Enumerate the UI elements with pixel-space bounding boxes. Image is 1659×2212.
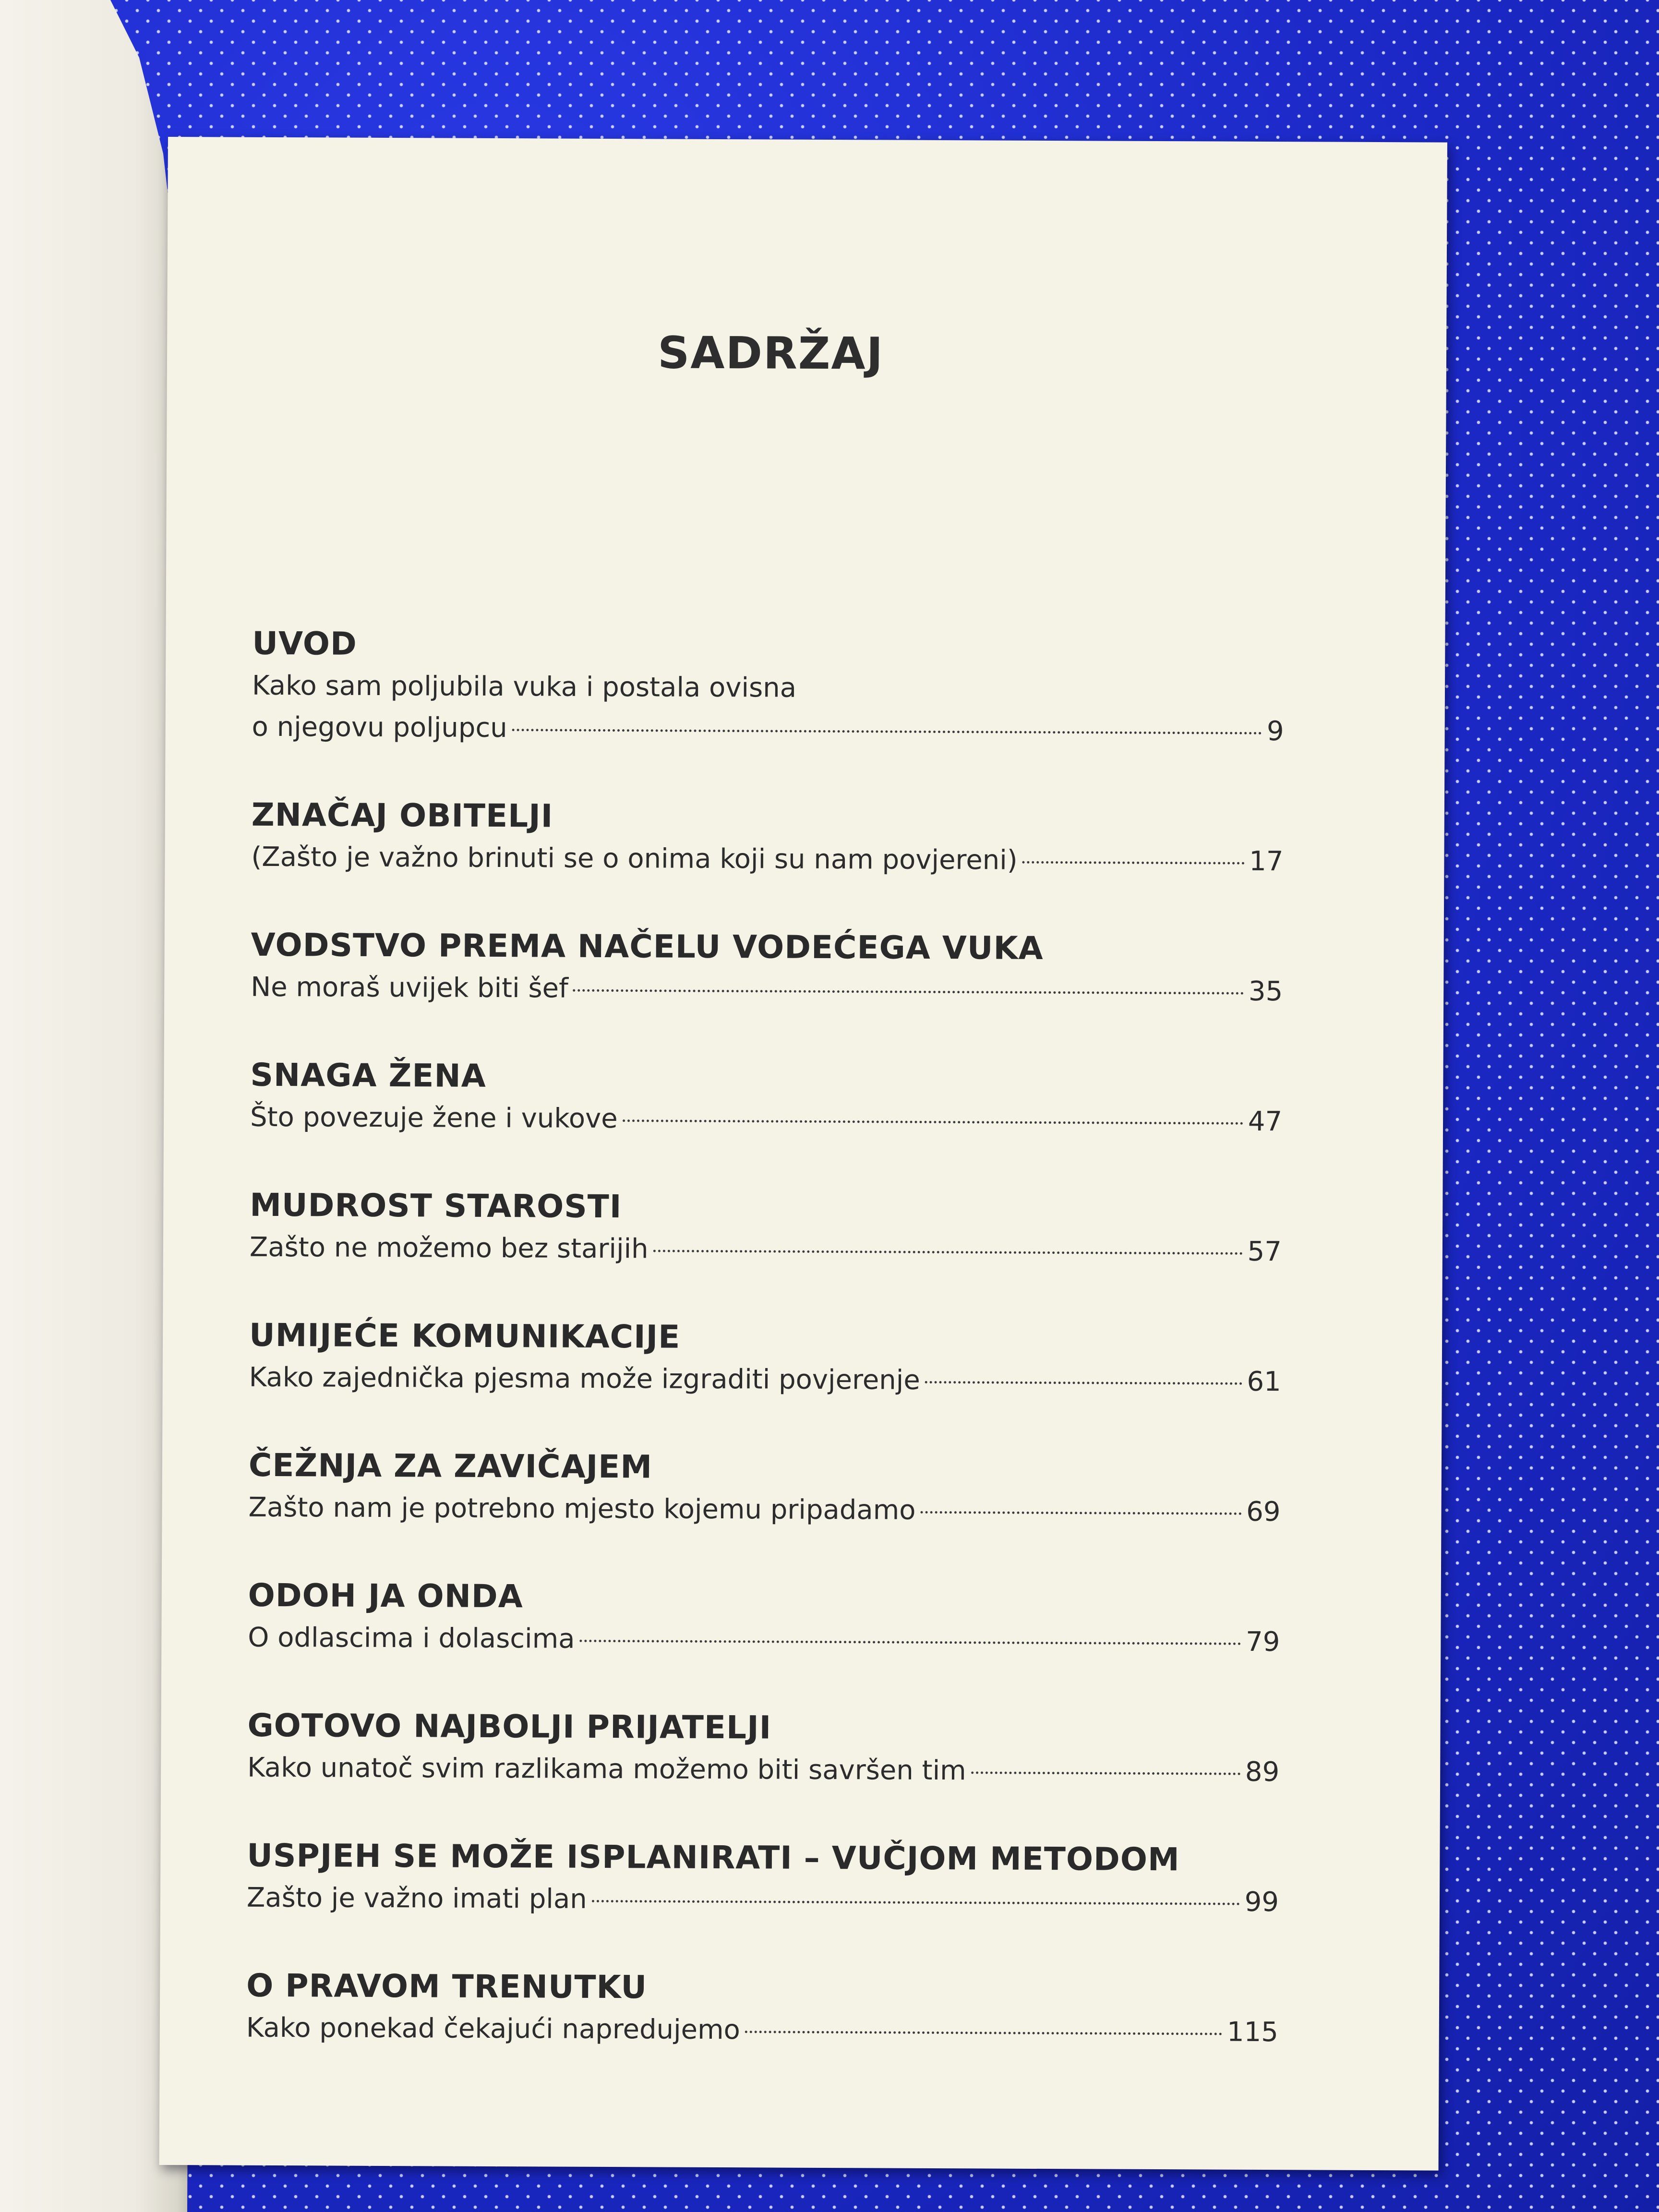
toc-page-number: 57	[1247, 1236, 1282, 1268]
toc-entry-znacaj-obitelji	[251, 793, 1284, 882]
toc-row	[250, 1227, 1282, 1273]
toc-page-number: 89	[1245, 1756, 1280, 1788]
toc-heading: O PRAVOM TRENUTKU	[246, 1967, 648, 2006]
toc-page-number: 47	[1248, 1106, 1283, 1138]
toc-page-number: 69	[1246, 1496, 1281, 1528]
toc-heading: UVOD	[252, 625, 357, 662]
toc-row	[252, 707, 1284, 752]
toc-page-number: 115	[1226, 2016, 1278, 2048]
toc-description: o njegovu poljupcu	[252, 711, 507, 744]
toc-description: Zašto ne možemo bez starijih	[249, 1231, 649, 1265]
toc-entry-o-pravom-trenutku	[246, 1964, 1279, 2053]
toc-row	[246, 2008, 1278, 2053]
toc-description: O odlascima i dolascima	[248, 1622, 575, 1655]
toc-entry-odoh-ja-onda	[248, 1574, 1280, 1663]
toc-row	[247, 1747, 1279, 1793]
toc-heading: SNAGA ŽENA	[250, 1056, 486, 1094]
toc-heading: ZNAČAJ OBITELJI	[251, 796, 553, 835]
toc-heading: ČEŽNJA ZA ZAVIČAJEM	[248, 1446, 653, 1486]
toc-entry-gotovo-najbolji-prijatelji	[247, 1704, 1280, 1793]
toc-description: Zašto nam je potrebno mjesto kojemu pripadamo	[248, 1491, 916, 1526]
dot-leader	[592, 1900, 1240, 1905]
table-of-contents	[246, 622, 1284, 2099]
toc-page-number: 79	[1245, 1626, 1280, 1658]
toc-entry-uvod	[252, 622, 1284, 752]
toc-page-number: 61	[1247, 1366, 1281, 1398]
toc-row	[250, 1097, 1282, 1142]
toc-row	[247, 1877, 1279, 1923]
dot-leader	[512, 729, 1262, 734]
toc-heading: VODSTVO PREMA NAČELU VODEĆEGA VUKA	[251, 926, 1044, 967]
toc-entry-ceznja-za-zavicajem	[248, 1444, 1281, 1533]
toc-heading: GOTOVO NAJBOLJI PRIJATELJI	[247, 1707, 772, 1746]
dot-leader	[623, 1119, 1243, 1125]
toc-page-number: 9	[1266, 715, 1284, 747]
toc-entry-mudrost-starosti	[250, 1184, 1282, 1273]
toc-heading: ODOH JA ONDA	[248, 1576, 523, 1615]
toc-row	[248, 1617, 1280, 1663]
book-page	[159, 137, 1447, 2171]
dot-leader	[653, 1250, 1243, 1254]
toc-description: (Zašto je važno brinuti se o onima koji su nam povjereni)	[251, 841, 1018, 876]
dot-leader	[1022, 861, 1245, 865]
toc-description: Kako zajednička pjesma može izgraditi povjerenje	[249, 1361, 920, 1396]
toc-page-number: 99	[1244, 1886, 1279, 1918]
toc-entry-uspjeh	[247, 1834, 1279, 1923]
toc-description: Zašto je važno imati plan	[246, 1882, 587, 1915]
toc-page-number: 17	[1249, 845, 1284, 878]
toc-entry-snaga-zena	[250, 1054, 1283, 1142]
toc-description: Ne moraš uvijek biti šef	[251, 971, 568, 1004]
dot-leader	[925, 1381, 1242, 1385]
toc-description-line: Kako sam poljubila vuka i postala ovisna	[252, 670, 797, 704]
dot-leader	[573, 989, 1244, 995]
toc-entry-umijece-komunikacije	[249, 1314, 1282, 1403]
toc-heading: MUDROST STAROSTI	[250, 1186, 622, 1226]
toc-page-number: 35	[1248, 975, 1283, 1008]
toc-row	[249, 1357, 1281, 1403]
dot-leader	[745, 2031, 1222, 2035]
toc-heading: USPJEH SE MOŽE ISPLANIRATI – VUČJOM METODOM	[247, 1837, 1180, 1878]
toc-row	[248, 1487, 1280, 1533]
toc-entry-vodstvo	[251, 924, 1283, 1012]
page-title: SADRŽAJ	[657, 327, 884, 380]
toc-heading: UMIJEĆE KOMUNIKACIJE	[249, 1316, 681, 1356]
toc-description: Kako ponekad čekajući napredujemo	[246, 2012, 741, 2046]
dot-leader	[580, 1640, 1241, 1645]
toc-row	[251, 967, 1283, 1012]
toc-row	[251, 837, 1283, 882]
dot-leader	[920, 1511, 1241, 1515]
toc-description: Što povezuje žene i vukove	[250, 1101, 618, 1135]
toc-description: Kako unatoč svim razlikama možemo biti savršen tim	[247, 1752, 966, 1787]
dot-leader	[971, 1771, 1240, 1775]
